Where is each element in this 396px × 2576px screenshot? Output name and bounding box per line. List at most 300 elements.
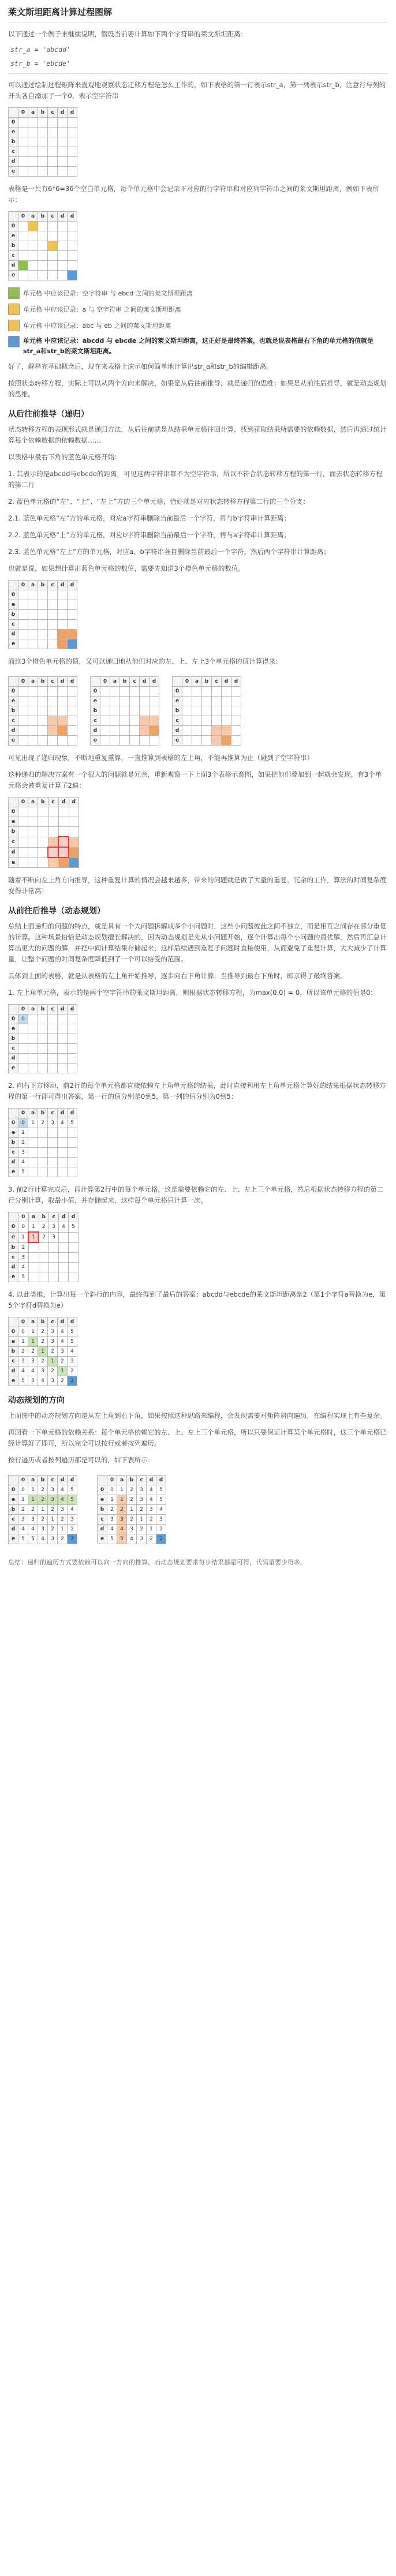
column-header: c	[48, 797, 58, 807]
matrix-cell	[28, 1167, 38, 1177]
column-header: b	[38, 1317, 48, 1327]
column-header: d	[68, 1005, 77, 1014]
matrix-cell: 3	[48, 1337, 58, 1347]
matrix-cell	[58, 807, 69, 817]
matrix-cell	[58, 600, 68, 610]
matrix-cell	[38, 858, 48, 868]
matrix-cell	[58, 706, 68, 716]
matrix-cell: 1	[58, 1525, 68, 1534]
matrix-cell	[28, 620, 38, 630]
matrix-cell	[48, 590, 58, 600]
matrix-cell	[231, 716, 241, 726]
matrix-cell	[58, 827, 69, 837]
matrix-cell	[222, 736, 231, 746]
matrix-cell	[38, 222, 48, 231]
matrix-cell: 4	[117, 1525, 127, 1534]
matrix-cell	[49, 1263, 59, 1272]
matrix-cell	[69, 1242, 79, 1253]
matrix-cell	[38, 137, 48, 147]
matrix-cell	[68, 1167, 77, 1177]
matrix-cell	[58, 590, 68, 600]
matrix-cell	[38, 1044, 48, 1054]
matrix-cell	[48, 716, 58, 726]
str-b-def: str_b = 'ebcde'	[10, 59, 70, 68]
matrix-cell	[28, 858, 38, 868]
matrix-cell	[48, 157, 58, 167]
matrix-cell	[120, 716, 130, 726]
row-header: b	[9, 610, 18, 620]
matrix-cell	[28, 639, 38, 649]
row-header: e	[98, 1495, 107, 1505]
matrix-cell: 2	[58, 1515, 68, 1525]
matrix-cell: 4	[147, 1485, 156, 1495]
column-header: 0	[107, 1476, 117, 1485]
row-header: c	[9, 1515, 18, 1525]
matrix-cell	[18, 687, 28, 697]
matrix-cell	[58, 271, 68, 280]
matrix-cell: 2	[28, 1505, 38, 1515]
column-header: a	[28, 1005, 38, 1014]
matrix-cell	[68, 157, 77, 167]
matrix-cell	[38, 600, 48, 610]
para-dp-summary: 总结上面递归的问题的特点，就是具有一个大问题拆解成多个小问题时，这些小问题彼此之间不独立，而是相互之间存在部分重复的计算。这种场景恰恰是动态规划擅长解决的，因为动态规划是先从小问题开始，逐个计算出每个小问题的最优解，然后再汇总计算出更大的问题的解，并把中间计算结果存储起来，这样后续遇到重复子问题时直接使用，从而避免了重复计算，大大减少了计算量，让整个问题的时间复杂度降低到了一个可以接受的范围。	[8, 922, 387, 963]
matrix-cell	[68, 1034, 77, 1044]
matrix-cell	[38, 706, 48, 716]
matrix-dp-3	[8, 1212, 79, 1282]
matrix-cell: 3	[28, 1515, 38, 1525]
matrix-cell	[58, 736, 68, 746]
matrix-cell	[68, 1014, 77, 1024]
row-header: c	[9, 620, 18, 630]
matrix-cell	[28, 118, 38, 128]
row-header: e	[9, 1495, 18, 1505]
matrix-cell	[28, 222, 38, 231]
row-header: d	[98, 1525, 107, 1534]
matrix-cell	[28, 630, 38, 639]
matrix-cell	[49, 1253, 59, 1263]
matrix-cell	[202, 706, 212, 716]
matrix-cell	[38, 827, 48, 837]
footer-summary: 总结：递归的遍历方式要依赖可以向一方向的推算，而动态规划要求每步结果都是可得，代码量要少得多。	[8, 1559, 307, 1566]
matrix-cell	[48, 1064, 58, 1073]
matrix-cell	[18, 241, 28, 251]
matrix-cell: 2	[48, 1366, 58, 1376]
matrix-cell	[69, 1253, 79, 1263]
matrix-cell: 4	[18, 1525, 28, 1534]
matrix-cell	[202, 716, 212, 726]
matrix-cell	[68, 261, 77, 271]
matrix-cell	[120, 687, 130, 697]
matrix-cell	[140, 687, 150, 697]
matrix-cell: 1	[28, 1495, 38, 1505]
matrix-cell	[48, 147, 58, 157]
matrix-cell: 3	[49, 1232, 59, 1242]
row-header: b	[98, 1505, 107, 1515]
row-header: e	[9, 271, 18, 280]
heading-direction: 动态规划的方向	[8, 1396, 65, 1405]
column-header: d	[58, 1005, 68, 1014]
matrix-cell	[69, 858, 79, 868]
matrix-cell	[130, 716, 140, 726]
matrix-cell	[58, 137, 68, 147]
matrix-cell	[38, 241, 48, 251]
matrix-cell	[140, 706, 150, 716]
matrix-cell	[18, 271, 28, 280]
matrix-cell	[222, 697, 231, 706]
matrix-cell: 3	[117, 1515, 127, 1525]
matrix-cell	[38, 630, 48, 639]
matrix-cell	[202, 736, 212, 746]
row-header: 0	[173, 687, 182, 697]
row-header: b	[9, 706, 18, 716]
matrix-cell	[28, 271, 38, 280]
matrix-cell	[231, 706, 241, 716]
matrix-cell	[58, 726, 68, 736]
column-header: 0	[18, 1109, 28, 1118]
row-header: 0	[9, 1327, 18, 1337]
matrix-cell: 1	[28, 1485, 38, 1495]
row-header: d	[9, 726, 18, 736]
matrix-cell: 1	[48, 1357, 58, 1366]
column-header: c	[49, 1212, 59, 1222]
matrix-cell	[48, 167, 58, 177]
matrix-cell	[58, 261, 68, 271]
row-header: e	[9, 167, 18, 177]
matrix-cell	[182, 697, 192, 706]
row-header: e	[173, 736, 182, 746]
matrix-rec-b	[90, 676, 159, 746]
column-header	[9, 1005, 18, 1014]
matrix-cell: 2	[68, 1366, 77, 1376]
matrix-orange	[8, 580, 77, 649]
row-header: e	[9, 128, 18, 137]
matrix-cell	[58, 128, 68, 137]
matrix-cell	[38, 1148, 48, 1158]
column-header: c	[48, 1005, 58, 1014]
heading-recursive: 从后往前推导（递归）	[8, 410, 89, 419]
matrix-cell: 5	[18, 1167, 28, 1177]
matrix-cell	[192, 716, 202, 726]
row-header: 0	[9, 807, 18, 817]
matrix-cell: 2	[28, 1347, 38, 1357]
matrix-cell	[68, 241, 77, 251]
row-header: d	[9, 847, 18, 858]
matrix-cell	[28, 1014, 38, 1024]
matrix-cell	[28, 726, 38, 736]
matrix-cell	[28, 817, 38, 827]
column-header	[9, 581, 18, 590]
column-header: b	[38, 108, 48, 118]
matrix-cell: 5	[68, 1337, 77, 1347]
matrix-cell	[150, 736, 159, 746]
matrix-cell	[39, 1272, 49, 1282]
row-header: d	[9, 1263, 18, 1272]
matrix-cell	[18, 706, 28, 716]
matrix-cell: 3	[137, 1485, 147, 1495]
matrix-cell: 3	[48, 1534, 58, 1544]
matrix-cell	[182, 736, 192, 746]
matrix-cell	[140, 736, 150, 746]
matrix-cell	[150, 697, 159, 706]
matrix-cell	[68, 590, 77, 600]
matrix-cell: 2	[68, 1525, 77, 1534]
row-header: e	[9, 1272, 18, 1282]
matrix-cell	[48, 1158, 58, 1167]
matrix-cell	[68, 222, 77, 231]
matrix-cell	[68, 1054, 77, 1064]
matrix-cell	[68, 1148, 77, 1158]
matrix-cell	[58, 630, 68, 639]
matrix-cell	[28, 1272, 39, 1282]
matrix-cell	[38, 610, 48, 620]
row-header: b	[91, 706, 100, 716]
matrix-cell	[48, 271, 58, 280]
column-header	[173, 677, 182, 687]
column-header: d	[69, 797, 79, 807]
row-header: b	[9, 241, 18, 251]
para-need-orange: 也就是说，如果想计算出蓝色单元格的数值，需要先知道3个橙色单元格的数值。	[8, 564, 245, 572]
column-header: 0	[18, 581, 28, 590]
matrix-cell	[100, 726, 110, 736]
dp-step-2: 2. 向右下方移动，前2行的每个单元格都直接依赖左上角单元格的结果，此时直接利用左上角单元格计算好的结果根据状态转移方程的第一行即可得出答案，第一行的值分别是0到5，第一列的值分别为0到5：	[8, 1081, 386, 1100]
matrix-cell	[18, 1064, 28, 1073]
matrix-cell: 0	[18, 1327, 28, 1337]
column-header: 0	[18, 108, 28, 118]
row-header: d	[9, 157, 18, 167]
matrix-cell	[69, 1272, 79, 1282]
matrix-cell: 4	[58, 1495, 68, 1505]
matrix-cell: 5	[69, 1222, 79, 1233]
matrix-cell	[28, 1158, 38, 1167]
matrix-cell: 1	[28, 1327, 38, 1337]
matrix-cell: 4	[58, 1327, 68, 1337]
matrix-cell	[48, 736, 58, 746]
matrix-cell: 4	[58, 1337, 68, 1347]
matrix-cell	[100, 697, 110, 706]
row-header: 0	[9, 1222, 18, 1233]
column-header: b	[38, 797, 48, 807]
matrix-cell	[28, 147, 38, 157]
column-header: d	[68, 677, 77, 687]
matrix-cell	[38, 807, 48, 817]
row-header: e	[9, 231, 18, 241]
matrix-cell	[58, 157, 68, 167]
row-header: c	[173, 716, 182, 726]
step-2-2: 2.2. 蓝色单元格“上”方的单元格，对应b字符串删除当前最后一个字符，再与a字符串计算距离；	[8, 531, 290, 539]
matrix-cell	[28, 157, 38, 167]
matrix-cell: 2	[58, 1534, 68, 1544]
matrix-cell	[28, 241, 38, 251]
matrix-cell	[222, 706, 231, 716]
matrix-cell: 5	[28, 1534, 38, 1544]
para-redundancy: 这种递归的解决方案有一个很大的问题就是冗余，重新观察一下上面3个表格示意图，如果把他们叠加到一起就会发现，有3个单元格会被重复计算了2遍：	[8, 770, 382, 789]
matrix-cell	[18, 858, 28, 868]
row-header: e	[98, 1534, 107, 1544]
row-header: c	[9, 837, 18, 847]
matrix-cell	[48, 231, 58, 241]
matrix-cell	[69, 817, 79, 827]
row-header: b	[9, 1034, 18, 1044]
column-header: d	[68, 1476, 77, 1485]
matrix-row-order	[8, 1475, 77, 1544]
column-header	[9, 108, 18, 118]
matrix-cell	[38, 847, 48, 858]
column-header: c	[48, 1109, 58, 1118]
matrix-cell	[222, 687, 231, 697]
matrix-cell	[28, 1054, 38, 1064]
matrix-cell	[120, 726, 130, 736]
matrix-cell	[38, 167, 48, 177]
para-recursive-intro: 状态转移方程的表现形式就是递归方法，从后往前就是从结果单元格往回计算，找到获取结果所需要的依赖数据，然后再通过统计算每个依赖数据的依赖数据……	[8, 425, 387, 444]
matrix-cell	[120, 736, 130, 746]
matrix-cell	[68, 1024, 77, 1034]
matrix-cell	[222, 716, 231, 726]
matrix-cell	[192, 706, 202, 716]
para-dir-3: 按行遍历或者按列遍历都是可以的，如下表所示：	[8, 1456, 154, 1464]
matrix-cell	[28, 1263, 39, 1272]
matrix-cell: 2	[156, 1525, 166, 1534]
heading-dp: 从前往后推导（动态规划）	[8, 907, 105, 916]
matrix-cell	[140, 726, 150, 736]
column-header: b	[202, 677, 212, 687]
row-header: c	[9, 1253, 18, 1263]
matrix-cell	[28, 128, 38, 137]
row-header: e	[9, 600, 18, 610]
matrix-cell: 3	[137, 1534, 147, 1544]
column-header: c	[48, 581, 58, 590]
matrix-cell	[212, 697, 222, 706]
page-title: 莱文斯坦距离计算过程图解	[8, 7, 113, 17]
column-header: d	[58, 677, 68, 687]
column-header: a	[117, 1476, 127, 1485]
matrix-cell	[28, 600, 38, 610]
matrix-cell	[68, 231, 77, 241]
matrix-empty	[8, 107, 77, 177]
matrix-cell	[18, 1054, 28, 1064]
matrix-cell	[58, 858, 69, 868]
matrix-cell	[28, 1138, 38, 1148]
matrix-cell: 3	[49, 1222, 59, 1233]
matrix-cell: 1	[38, 1505, 48, 1515]
matrix-cell	[58, 167, 68, 177]
matrix-cell: 2	[127, 1495, 137, 1505]
matrix-cell	[130, 706, 140, 716]
matrix-cell	[59, 1263, 69, 1272]
matrix-cell	[202, 687, 212, 697]
row-header: e	[9, 1167, 18, 1177]
matrix-cell	[28, 590, 38, 600]
column-header: 0	[18, 1212, 29, 1222]
matrix-cell	[231, 697, 241, 706]
matrix-cell: 2	[18, 1347, 28, 1357]
matrix-cell: 1	[18, 1232, 29, 1242]
column-header	[98, 1476, 107, 1485]
column-header: d	[58, 1476, 68, 1485]
matrix-cell	[48, 639, 58, 649]
matrix-cell	[28, 251, 38, 261]
matrix-cell	[18, 827, 28, 837]
matrix-cell	[100, 706, 110, 716]
matrix-cell	[38, 157, 48, 167]
column-header: b	[38, 677, 48, 687]
matrix-cell	[59, 1232, 69, 1242]
matrix-cell	[18, 726, 28, 736]
matrix-cell: 4	[68, 1347, 77, 1357]
matrix-cell: 4	[18, 1263, 29, 1272]
column-header: 0	[18, 797, 28, 807]
matrix-cell	[28, 736, 38, 746]
column-header: d	[150, 677, 159, 687]
matrix-cell	[38, 687, 48, 697]
matrix-cell	[58, 1034, 68, 1044]
matrix-cell: 3	[28, 1357, 38, 1366]
matrix-cell: 2	[48, 1505, 58, 1515]
matrix-cell	[202, 697, 212, 706]
column-header: a	[28, 212, 38, 222]
matrix-rec-a	[8, 676, 77, 746]
matrix-cell: 3	[48, 1118, 58, 1128]
matrix-cell: 3	[48, 1495, 58, 1505]
matrix-cell	[150, 716, 159, 726]
matrix-cell	[18, 837, 28, 847]
matrix-cell	[38, 271, 48, 280]
matrix-cell	[59, 1242, 69, 1253]
matrix-cell: 3	[38, 1525, 48, 1534]
para-dir-1: 上面图中的动态规划方向是从左上角到右下角，如果按照这种思路来编程，会发现需要对矩阵斜向遍历，在编程实现上有些复杂。	[8, 1411, 387, 1420]
matrix-cell: 1	[137, 1515, 147, 1525]
row-header: 0	[98, 1485, 107, 1495]
matrix-cell	[58, 1054, 68, 1064]
matrix-cell	[38, 590, 48, 600]
matrix-cell	[130, 736, 140, 746]
matrix-cell	[48, 1128, 58, 1138]
matrix-cell	[18, 157, 28, 167]
matrix-cell	[18, 251, 28, 261]
matrix-cell	[58, 697, 68, 706]
matrix-cell	[18, 630, 28, 639]
matrix-cell	[150, 726, 159, 736]
matrix-cell	[28, 837, 38, 847]
matrix-cell	[38, 261, 48, 271]
matrix-cell	[100, 716, 110, 726]
matrix-cell	[110, 706, 120, 716]
matrix-cell	[18, 620, 28, 630]
row-header: e	[9, 1376, 18, 1386]
matrix-cell: 2	[58, 1357, 68, 1366]
row-header: e	[9, 858, 18, 868]
matrix-cell: 0	[18, 1485, 28, 1495]
matrix-cell	[231, 687, 241, 697]
para-dp-direction: 具体到上面的表格，就是从表格的左上角开始推导，逐步向右下角计算，当推导到最右下角时，即求得了最终答案。	[8, 972, 347, 980]
legend-green: 单元格 中应该记录：空字符串 与 ebcd 之间的莱文斯坦距离	[8, 287, 388, 299]
matrix-cell	[68, 726, 77, 736]
row-header: e	[9, 639, 18, 649]
matrix-cell	[49, 1272, 59, 1282]
matrix-cell	[39, 1242, 49, 1253]
matrix-cell	[48, 1034, 58, 1044]
matrix-cell	[48, 128, 58, 137]
matrix-cell	[28, 1148, 38, 1158]
row-header: 0	[9, 590, 18, 600]
para-start-blue: 以表格中最右下角的蓝色单元格开始：	[8, 453, 121, 461]
matrix-cell: 1	[117, 1485, 127, 1495]
matrix-cell: 2	[137, 1505, 147, 1515]
row-header: b	[9, 827, 18, 837]
matrix-cell	[58, 620, 68, 630]
matrix-cell	[48, 1138, 58, 1148]
matrix-cell	[58, 716, 68, 726]
column-header: c	[212, 677, 222, 687]
